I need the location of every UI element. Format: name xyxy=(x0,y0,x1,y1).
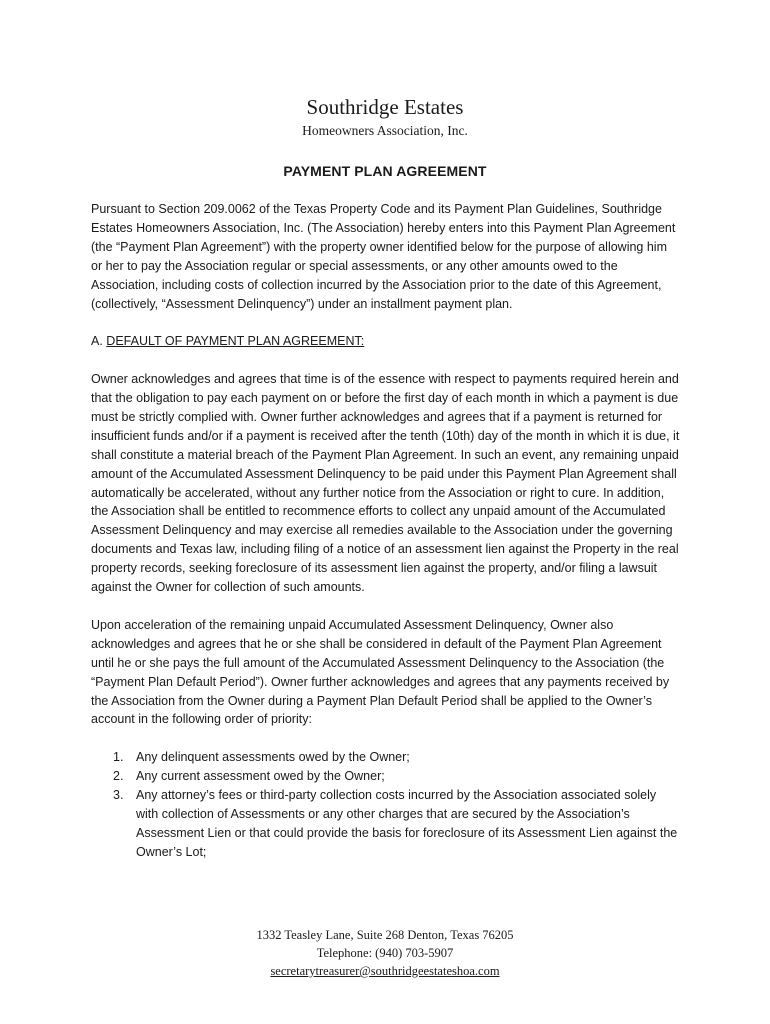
list-item xyxy=(91,748,681,767)
footer-address: 1332 Teasley Lane, Suite 268 Denton, Texas 76205 xyxy=(256,928,514,942)
list-item xyxy=(91,767,681,786)
footer-telephone: Telephone: (940) 703-5907 xyxy=(316,946,454,960)
section-a-prefix: A. xyxy=(91,334,107,349)
section-a-title: DEFAULT OF PAYMENT PLAN AGREEMENT: xyxy=(106,334,365,349)
letterhead xyxy=(0,94,770,140)
organization-name: Southridge Estates xyxy=(306,95,464,119)
list-item xyxy=(91,786,681,862)
default-paragraph-2: Upon acceleration of the remaining unpaid Accumulated Assessment Delinquency, Owner also acknowledges and agrees that he or she shall be considered in default of the Payment Plan Agreement until he or she pays the full amount of the Accumulated Assessment Delinquency to the Association (the “Payment Plan Default Period”). Owner further acknowledges and agrees that any payments received by the Association from the Owner during a Payment Plan Default Period shall be applied to the Owner’s account in the following order of priority: xyxy=(91,617,670,727)
list-item-text: Any current assessment owed by the Owner; xyxy=(136,769,385,784)
list-item-number: 3. xyxy=(113,788,124,803)
intro-paragraph: Pursuant to Section 209.0062 of the Texas Property Code and its Payment Plan Guidelines, Southridge Estates Homeowners Association, Inc. (The Association) hereby enters into this Payment Plan Agreement (the “Payment Plan Agreement”) with the property owner identified below for the purpose of allowing him or her to pay the Association regular or special assessments, or any other amounts owed to the Association, including costs of collection incurred by the Association prior to the date of this Agreement, (collectively, “Assessment Delinquency”) under an installment payment plan. xyxy=(91,202,676,311)
list-item-text: Any attorney’s fees or third-party collection costs incurred by the Association associated solely with collection of Assessments or any other charges that are secured by the Association’s Assessment Lien or that could provide the basis for foreclosure of its Assessment Lien against the Owner’s Lot; xyxy=(136,788,678,859)
footer-email-link[interactable]: secretarytreasurer@southridgeestateshoa.com xyxy=(270,964,500,978)
list-item-number: 2. xyxy=(113,769,124,784)
section-a-heading xyxy=(91,332,681,351)
organization-subtitle: Homeowners Association, Inc. xyxy=(302,123,468,138)
default-paragraph-1: Owner acknowledges and agrees that time is of the essence with respect to payments required herein and that the obligation to pay each payment on or before the first day of each month in which a payment is due must be strictly complied with. Owner further acknowledges and agrees that if a payment is returned for insufficient funds and/or if a payment is received after the tenth (10th) day of the month in which it is due, it shall constitute a material breach of the Payment Plan Agreement. In such an event, any remaining unpaid amount of the Accumulated Assessment Delinquency to be paid under this Payment Plan Agreement shall automatically be accelerated, without any further notice from the Association or right to cure. In addition, the Association shall be entitled to recommence efforts to collect any unpaid amount of the Accumulated Assessment Delinquency and may exercise all remedies available to the Association under the governing documents and Texas law, including filing of a notice of an assessment lien against the Property in the real property records, seeking foreclosure of its assessment lien against the property, and/or filing a lawsuit against the Owner for collection of such amounts. xyxy=(91,372,680,595)
list-item-number: 1. xyxy=(113,750,124,765)
document-body xyxy=(91,200,681,862)
page-footer xyxy=(0,926,770,980)
document-title: PAYMENT PLAN AGREEMENT xyxy=(283,163,487,179)
list-item-text: Any delinquent assessments owed by the Owner; xyxy=(136,750,410,765)
priority-list xyxy=(91,748,681,861)
